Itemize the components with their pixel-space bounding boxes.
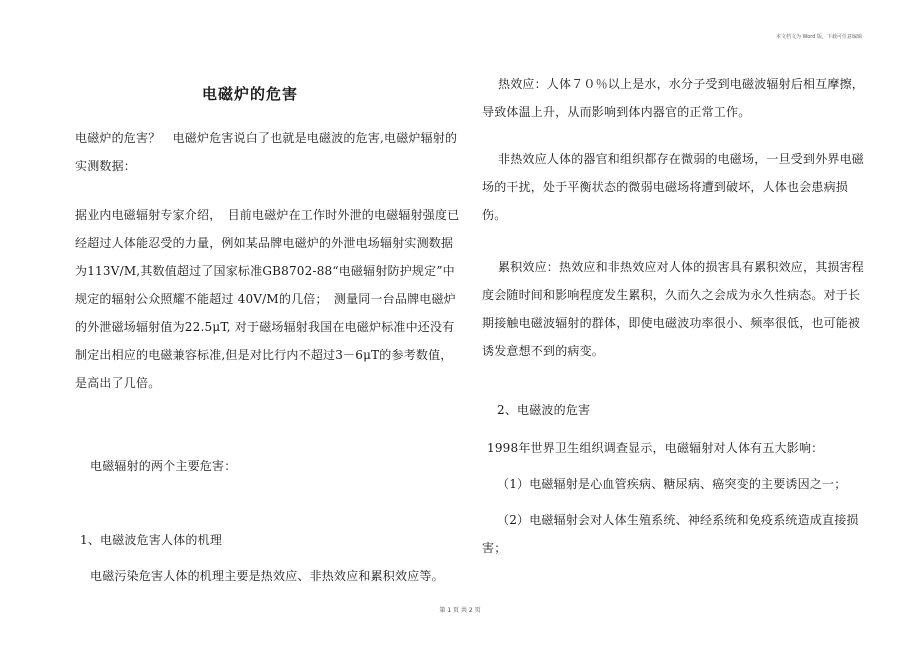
left-paragraph-expert: 据业内电磁辐射专家介绍， 目前电磁炉在工作时外泄的电磁辐射强度已经超过人体能忍受的力量，例如某品牌电磁炉的外泄电场辐射实测数据为113V/M,其数值超过了国家标准GB8702-88“电磁辐射防护规定”中规定的辐射公众照耀不能超过 40V/M的几倍； 测量同一台品牌电磁炉的外泄磁场辐射值为22.5μT, 对于磁场辐射我国在电磁炉标准中还没有制定出相应的电磁兼容标准,但是对比行内不超过3－6μT的参考数值，是高出了几倍。 bbox=[75, 208, 460, 390]
page-footer: 第 1 页 共 2 页 bbox=[439, 607, 481, 614]
left-paragraph-two-hazards: 电磁辐射的两个主要危害： bbox=[90, 459, 237, 473]
right-paragraph-who: 1998年世界卫生组织调查显示，电磁辐射对人体有五大影响： bbox=[487, 441, 824, 455]
left-paragraph-mechanism: 电磁污染危害人体的机理主要是热效应、非热效应和累积效应等。 bbox=[90, 569, 444, 583]
right-paragraph-nonthermal: 非热效应人体的器官和组织都存在微弱的电磁场，一旦受到外界电磁场的干扰，处于平衡状态的微弱电磁场将遭到破坏，人体也会患病损伤。 bbox=[482, 152, 865, 222]
right-list-item-1: （1）电磁辐射是心血管疾病、糖尿病、癌突变的主要诱因之一； bbox=[497, 477, 847, 491]
right-paragraph-cumulative: 累积效应：热效应和非热效应对人体的损害具有累积效应，其损害程度会随时间和影响程度发生累积，久而久之会成为永久性病态。对于长期接触电磁波辐射的群体，即使电磁波功率很小、频率很低，也可能被诱发意想不到的病变。 bbox=[482, 260, 865, 358]
right-list-item-2: （2）电磁辐射会对人体生殖系统、神经系统和免疫系统造成直接损害； bbox=[482, 513, 859, 555]
document-title: 电磁炉的危害 bbox=[201, 85, 298, 103]
left-heading-mechanism: 1、电磁波危害人体的机理 bbox=[80, 533, 223, 547]
right-paragraph-thermal: 热效应：人体７０％以上是水，水分子受到电磁波辐射后相互摩擦，导致体温上升，从而影响到体内器官的正常工作。 bbox=[482, 77, 865, 119]
left-paragraph-intro: 电磁炉的危害？ 电磁炉危害说白了也就是电磁波的危害,电磁炉辐射的实测数据： bbox=[75, 131, 458, 173]
right-heading-hazards: 2、电磁波的危害 bbox=[497, 403, 591, 417]
header-note: 本文档文为 Word 版，下载可任意编辑 bbox=[775, 34, 862, 40]
